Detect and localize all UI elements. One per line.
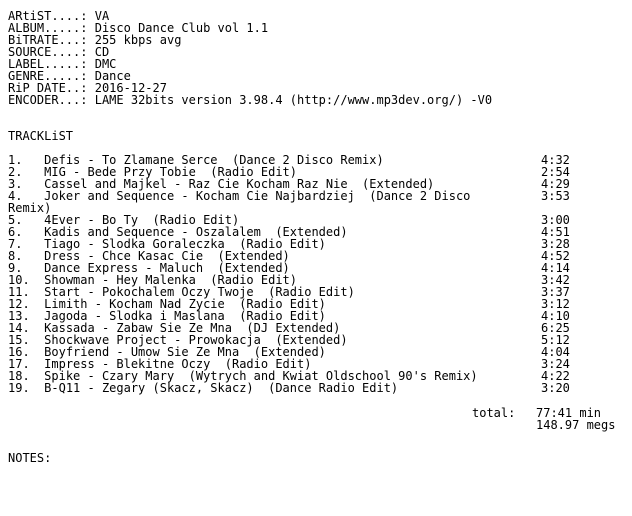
track-number: 16. — [8, 345, 30, 359]
spacer — [8, 394, 628, 406]
header-value: Dance — [94, 69, 131, 83]
track-duration: 4:29 — [541, 177, 570, 191]
track-number: 5. — [8, 213, 23, 227]
track-duration: 4:04 — [541, 345, 570, 359]
track-duration: 4:52 — [541, 249, 570, 263]
spacer — [8, 430, 628, 452]
track-title: Kassada - Zabaw Sie Ze Mna (DJ Extended) — [44, 321, 341, 335]
track-number: 14. — [8, 321, 30, 335]
header-key: ALBUM.....: — [8, 21, 88, 35]
total-minutes: 77:41 min — [536, 406, 602, 420]
track-title: Tiago - Slodka Goraleczka (Radio Edit) — [44, 237, 326, 251]
track-number: 13. — [8, 309, 30, 323]
track-title: Defis - To Zlamane Serce (Dance 2 Disco Remix) — [44, 153, 384, 167]
header-key: RiP DATE..: — [8, 81, 88, 95]
track-number: 11. — [8, 285, 30, 299]
header-value: CD — [94, 45, 110, 59]
spacer — [8, 106, 628, 130]
track-title: Jagoda - Slodka i Maslana (Radio Edit) — [44, 309, 326, 323]
header-value: VA — [94, 9, 110, 23]
total-block — [8, 406, 628, 430]
track-title: Boyfriend - Umow Sie Ze Mna (Extended) — [44, 345, 326, 359]
track-duration: 3:53 — [541, 189, 570, 203]
track-title: Impress - Blekitne Oczy (Radio Edit) — [44, 357, 312, 371]
track-number: 18. — [8, 369, 30, 383]
track-duration: 3:24 — [541, 357, 570, 371]
track-duration: 3:12 — [541, 297, 570, 311]
header-value: LAME 32bits version 3.98.4 (http://www.mp3dev.org/) -V0 — [94, 93, 493, 107]
nfo-document — [8, 10, 628, 464]
track-duration: 4:51 — [541, 225, 570, 239]
track-title: 4Ever - Bo Ty (Radio Edit) — [44, 213, 240, 227]
track-duration: 6:25 — [541, 321, 570, 335]
track-title: Dress - Chce Kasac Cie (Extended) — [44, 249, 290, 263]
track-title: MIG - Bede Przy Tobie (Radio Edit) — [44, 165, 298, 179]
header-value: Disco Dance Club vol 1.1 — [94, 21, 269, 35]
track-title: Showman - Hey Malenka (Radio Edit) — [44, 273, 298, 287]
track-title: Limith - Kocham Nad Zycie (Radio Edit) — [44, 297, 326, 311]
track-duration: 3:20 — [541, 381, 570, 395]
notes-label: NOTES: — [8, 451, 52, 465]
release-info-header — [8, 10, 628, 106]
track-number: 10. — [8, 273, 30, 287]
header-encoder — [8, 94, 628, 106]
track-title: B-Q11 - Zegary (Skacz, Skacz) (Dance Radio Edit) — [44, 381, 399, 395]
header-key: ARtiST....: — [8, 9, 88, 23]
tracklist-title: TRACKLiST — [8, 129, 74, 143]
track-number: 1. — [8, 153, 23, 167]
track-number: 19. — [8, 381, 30, 395]
track-title: Cassel and Majkel - Raz Cie Kocham Raz Nie (Extended) — [44, 177, 435, 191]
track-duration: 4:10 — [541, 309, 570, 323]
total-size: 148.97 megs — [536, 418, 616, 432]
track-row — [8, 382, 628, 394]
track-row — [8, 190, 628, 202]
track-duration: 3:37 — [541, 285, 570, 299]
track-number: 7. — [8, 237, 23, 251]
track-duration: 4:22 — [541, 369, 570, 383]
header-key: GENRE.....: — [8, 69, 88, 83]
track-number: 4. — [8, 189, 23, 203]
header-value: DMC — [94, 57, 117, 71]
track-duration: 3:00 — [541, 213, 570, 227]
track-number: 2. — [8, 165, 23, 179]
header-key: SOURCE....: — [8, 45, 88, 59]
track-number: 3. — [8, 177, 23, 191]
header-key: ENCODER...: — [8, 93, 88, 107]
header-key: LABEL.....: — [8, 57, 88, 71]
header-value: 255 kbps avg — [94, 33, 182, 47]
track-duration: 4:14 — [541, 261, 570, 275]
header-value: 2016-12-27 — [94, 81, 167, 95]
track-number-pad — [30, 381, 44, 395]
tracklist — [8, 154, 628, 394]
track-duration: 3:28 — [541, 237, 570, 251]
track-duration: 3:42 — [541, 273, 570, 287]
track-duration: 5:12 — [541, 333, 570, 347]
header-key: BiTRATE...: — [8, 33, 88, 47]
track-title: Dance Express - Maluch (Extended) — [44, 261, 290, 275]
track-title: Start - Pokochalem Oczy Twoje (Radio Edit) — [44, 285, 355, 299]
track-number: 6. — [8, 225, 23, 239]
track-title: Shockwave Project - Prowokacja (Extended) — [44, 333, 348, 347]
track-duration: 2:54 — [541, 165, 570, 179]
total-label: total: — [472, 406, 516, 420]
track-title: Kadis and Sequence - Oszalalem (Extended) — [44, 225, 348, 239]
track-number: 17. — [8, 357, 30, 371]
track-number: 9. — [8, 261, 23, 275]
track-number: 12. — [8, 297, 30, 311]
track-duration: 4:32 — [541, 153, 570, 167]
track-title: Joker and Sequence - Kocham Cie Najbardziej (Dance 2 Disco — [44, 189, 471, 203]
track-number: 15. — [8, 333, 30, 347]
track-title: Spike - Czary Mary (Wytrych and Kwiat Oldschool 90's Remix) — [44, 369, 478, 383]
track-title-continuation: Remix) — [8, 201, 52, 215]
track-number: 8. — [8, 249, 23, 263]
